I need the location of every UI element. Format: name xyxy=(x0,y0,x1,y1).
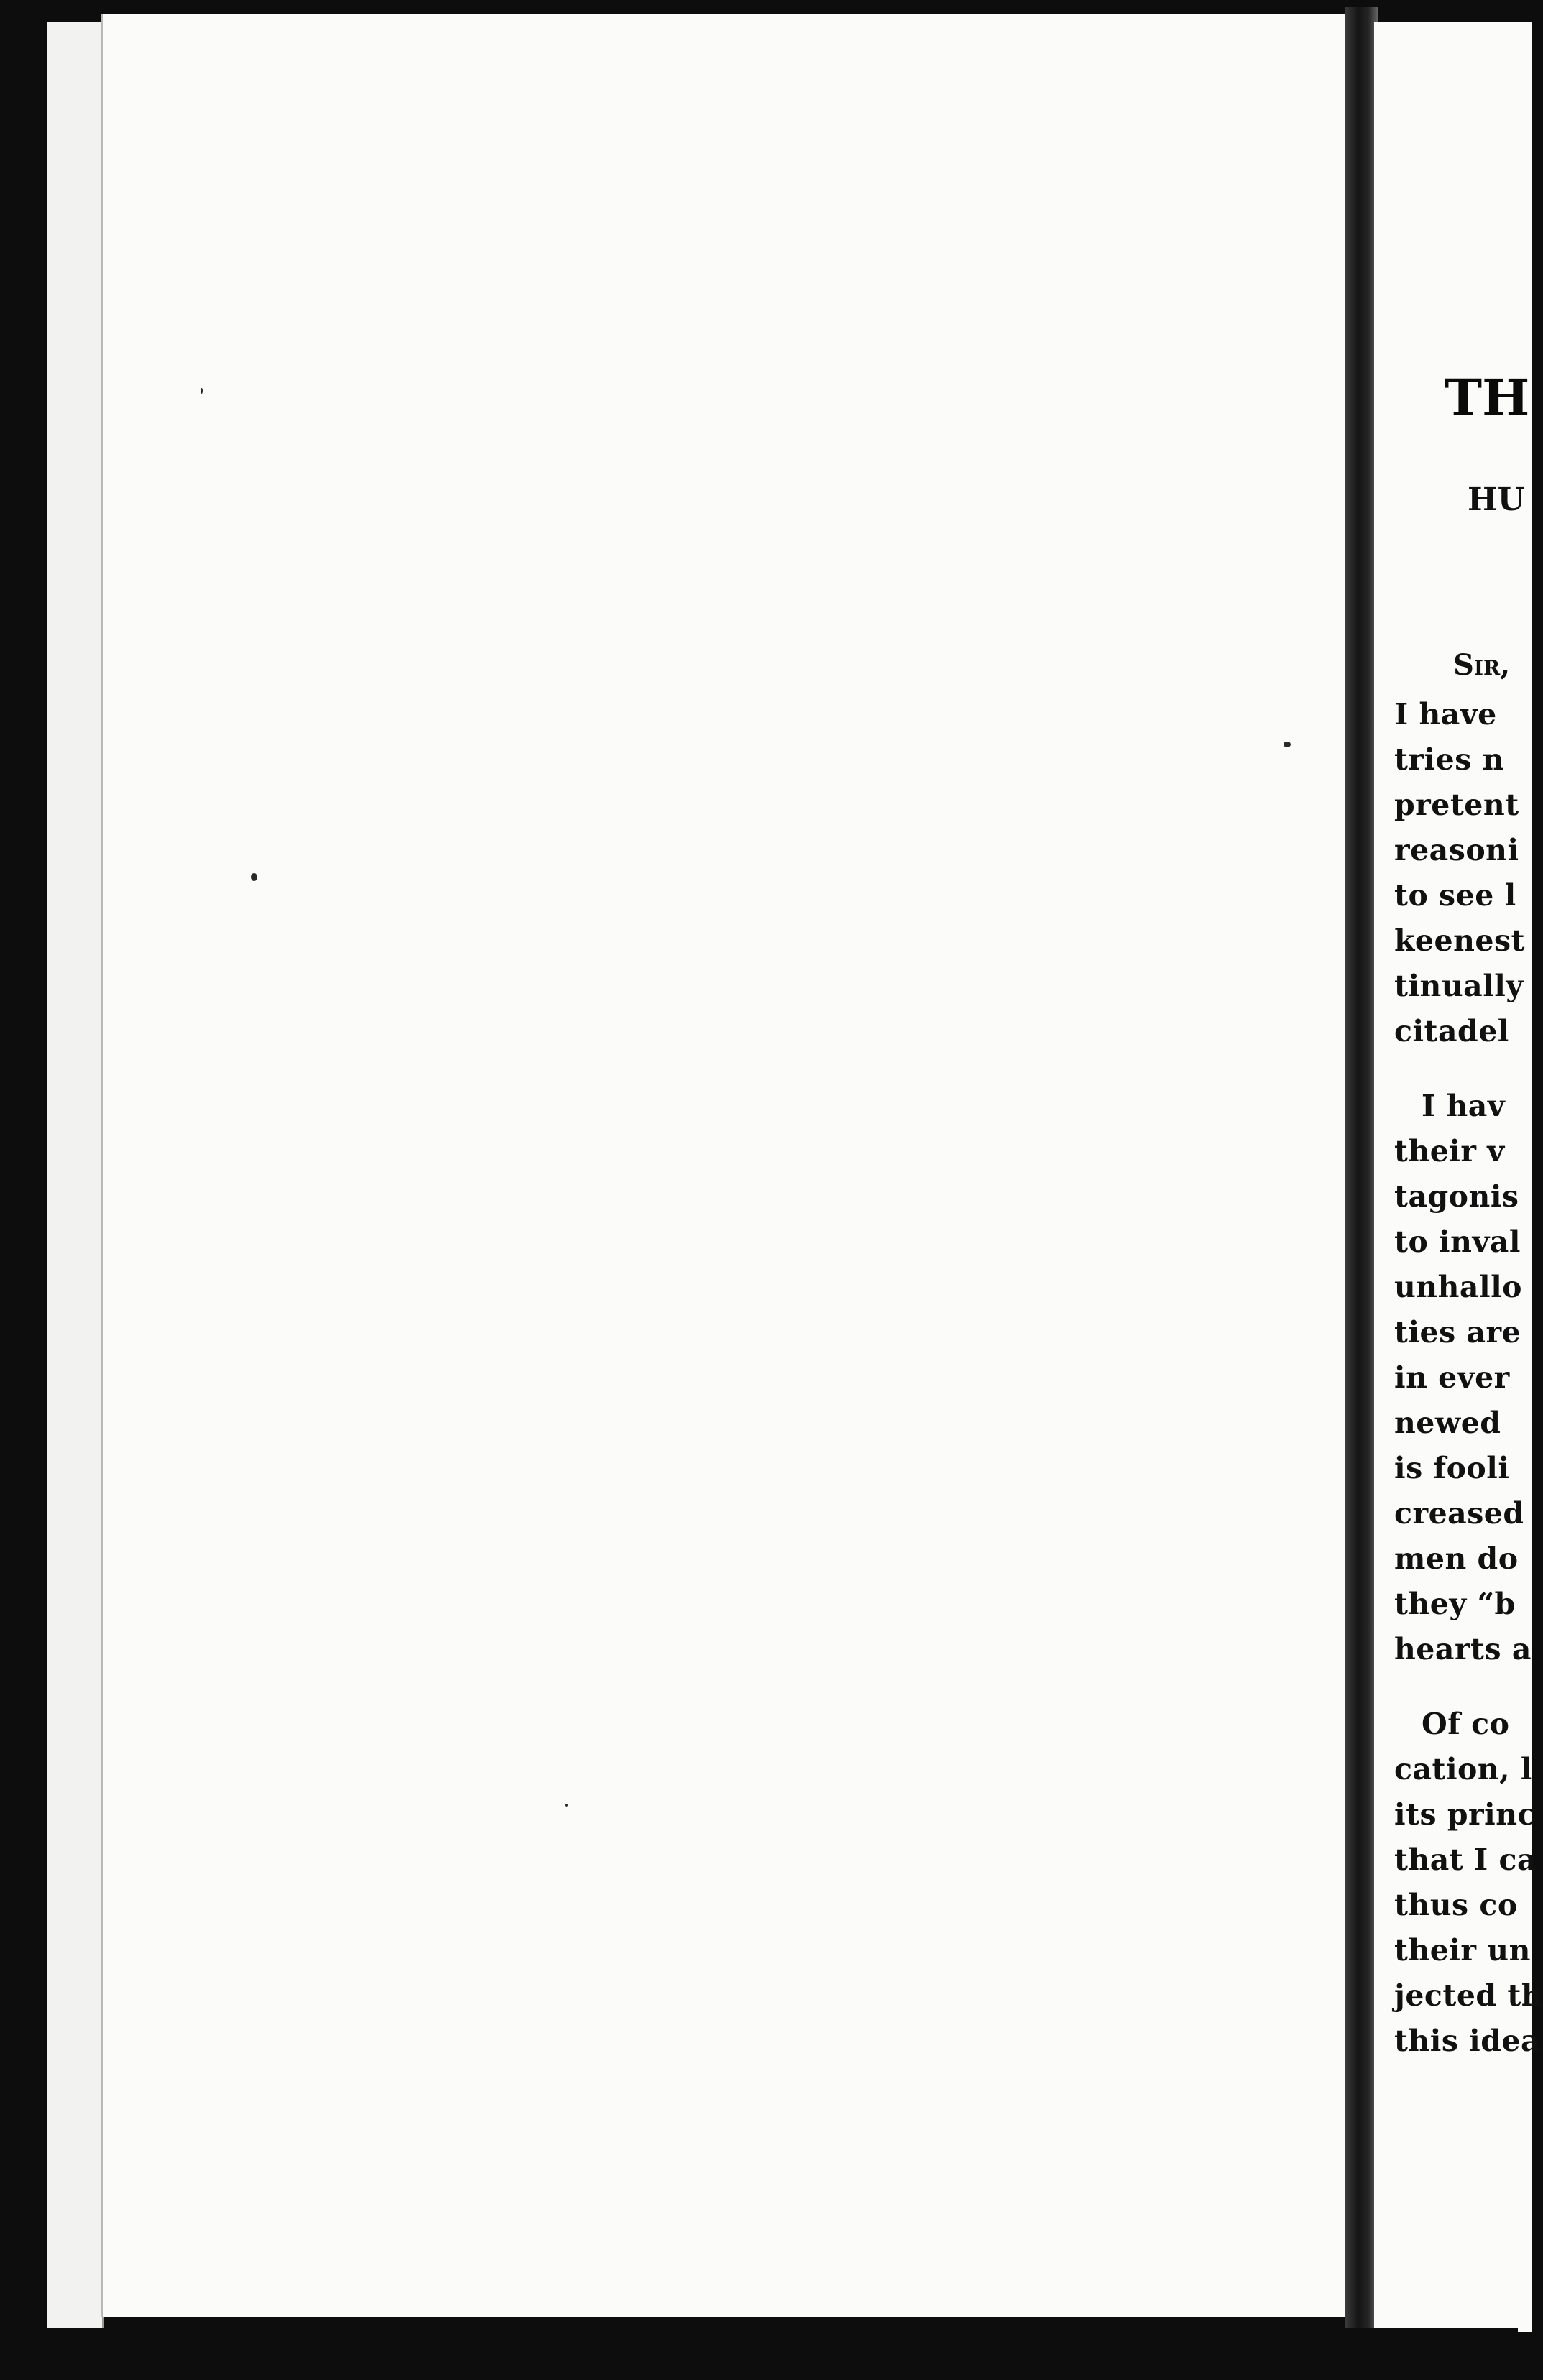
text-line: jected th xyxy=(1394,1978,1543,2013)
text-line: hearts a xyxy=(1394,1632,1532,1666)
text-line: to inval xyxy=(1394,1224,1521,1259)
page-heading: TH xyxy=(1445,368,1530,428)
text-line: unhallo xyxy=(1394,1270,1522,1304)
dust-speck xyxy=(565,1804,568,1807)
text-line: to see l xyxy=(1394,878,1516,913)
text-right-page xyxy=(1374,22,1543,2332)
salutation: Sir, xyxy=(1453,648,1511,682)
text-line: tagonis xyxy=(1394,1179,1519,1214)
text-line: creased xyxy=(1394,1496,1524,1531)
text-line: men do xyxy=(1394,1541,1519,1576)
text-line: thus co xyxy=(1394,1888,1518,1922)
text-line: tries n xyxy=(1394,742,1504,777)
scan-bottom-border xyxy=(0,2328,1518,2380)
page-edge-strip xyxy=(47,22,71,2332)
text-line: cation, l xyxy=(1394,1752,1532,1786)
text-line: Of co xyxy=(1422,1707,1510,1741)
text-line: pretent xyxy=(1394,788,1519,822)
text-line: tinually xyxy=(1394,969,1524,1003)
text-line: I hav xyxy=(1422,1089,1506,1123)
text-line: in ever xyxy=(1394,1360,1510,1395)
dust-speck xyxy=(1284,742,1291,747)
text-line: that I ca xyxy=(1394,1842,1537,1877)
text-line: their un xyxy=(1394,1933,1531,1968)
blank-left-page xyxy=(101,14,1353,2317)
text-line: I have xyxy=(1394,697,1497,732)
text-line: citadel xyxy=(1394,1014,1509,1048)
text-line: this idea xyxy=(1394,2024,1541,2058)
text-line: its princ xyxy=(1394,1797,1536,1832)
text-line: their v xyxy=(1394,1134,1505,1168)
text-line: is fooli xyxy=(1394,1451,1510,1485)
dust-speck xyxy=(251,873,257,881)
text-line: reasoni xyxy=(1394,833,1519,867)
dust-speck xyxy=(201,388,203,394)
page-subheading: HU xyxy=(1468,481,1525,518)
text-line: they “b xyxy=(1394,1587,1516,1621)
text-line: ties are xyxy=(1394,1315,1521,1350)
text-line: newed xyxy=(1394,1406,1501,1440)
text-line: keenest xyxy=(1394,923,1525,958)
